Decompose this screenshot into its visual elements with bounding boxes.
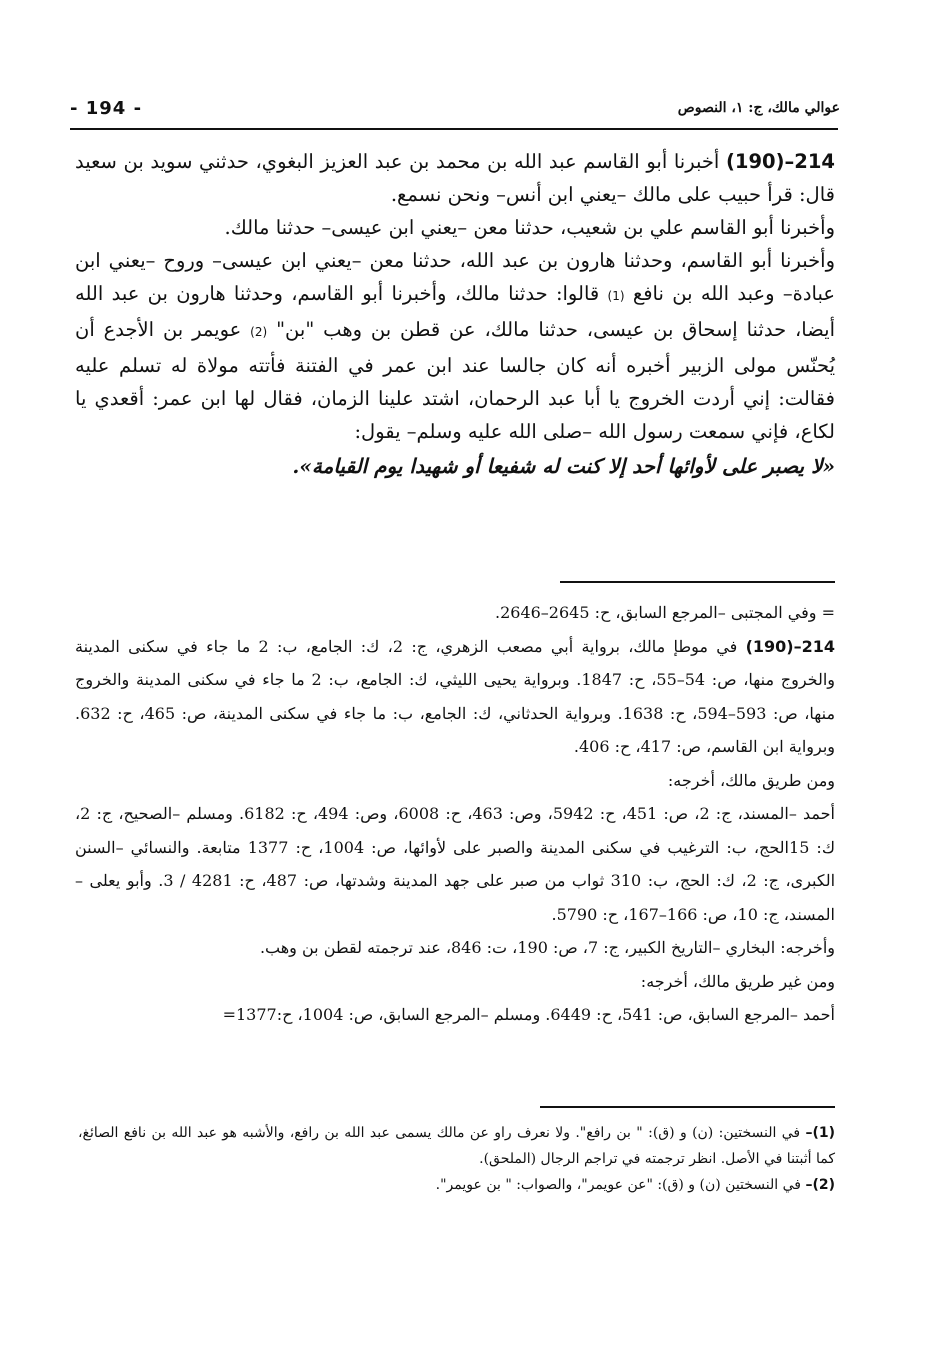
footnote-1-mark: (1)– <box>805 1125 835 1141</box>
footnote-ref-1[interactable]: (1) <box>607 289 625 303</box>
footnote-2-mark: (2)– <box>805 1177 835 1193</box>
notes-continuation: = وفي المجتبى –المرجع السابق، ح: 2645–2646. <box>494 603 835 622</box>
notes-hadith-number: 214–(190) <box>745 636 836 656</box>
footnote-1 <box>78 1120 835 1172</box>
main-paragraph-1-text: أخبرنا أبو القاسم عبد الله بن محمد بن عبد العزيز البغوي، حدثني سويد بن سعيد قال: قرأ حبيب على مالك –يعني ابن أنس– ونحن نسمع. <box>75 150 835 206</box>
footnotes <box>78 1120 835 1198</box>
footnote-2-text: في النسختين (ن) و (ق): "عن عويمر"، والصواب: " بن عويمر". <box>435 1177 801 1193</box>
main-text <box>75 145 835 483</box>
notes-paragraph-5: ومن غير طريق مالك، أخرجه: <box>640 971 835 991</box>
hadith-number: 214–(190) <box>725 150 836 173</box>
book-title: عوالي مالك، ج: ١، النصوص <box>677 100 840 116</box>
notes-paragraph-6: أحمد –المرجع السابق، ص: 541، ح: 6449. ومسلم –المرجع السابق، ص: 1004، ح:1377= <box>222 1005 835 1024</box>
notes-paragraph-3: أحمد –المسند، ج: 2، ص: 451، ح: 5942، وص: 463، ح: 6008، وص: 494، ح: 6182. ومسلم –الصحيح، ج: 2، ك: 15الحج، ب: الترغيب في سكنى المدينة والصبر على لأوائها، ص: 1004، ح: 1377 متابعة. والنسائي –السنن الكبرى، ج: 2، ك: الحج، ب: 310 ثواب من صبر على جهد المدينة وشدتها، ص: 487، ح: 4281 / 3. وأبو يعلى –المسند، ج: 10، ص: 166–167، ح: 5790. <box>75 804 836 924</box>
notes-paragraph-1 <box>75 630 835 764</box>
main-paragraph-3-text: وأخبرنا أبو القاسم، وحدثنا هارون بن عبد الله، حدثنا معن –يعني ابن عيسى– وروح –يعني ابن عبادة– وعبد الله بن نافع <box>75 249 835 305</box>
header-rule <box>70 128 838 130</box>
footnote-separator <box>540 1106 835 1108</box>
hadith-quote: «لا يصبر على لأوائها أحد إلا كنت له شفيعا أو شهيدا يوم القيامة». <box>292 454 835 478</box>
main-paragraph-2: وأخبرنا أبو القاسم علي بن شعيب، حدثنا معن –يعني ابن عيسى– حدثنا مالك. <box>224 216 835 239</box>
notes-paragraph-4: وأخرجه: البخاري –التاريخ الكبير، ج: 7، ص: 190، ت: 846، عند ترجمته لقطن بن وهب. <box>259 938 835 957</box>
notes-paragraph-2: ومن طريق مالك، أخرجه: <box>667 770 835 790</box>
main-paragraph-3-continuation: قالوا: حدثنا مالك، وأخبرنا أبو القاسم، وحدثنا هارون بن عبد الله أيضا، حدثنا إسحاق بن عيسى، حدثنا مالك، عن قطن بن وهب "بن" <box>75 282 835 341</box>
running-head <box>70 98 840 128</box>
notes-paragraph-1-text: في موطإ مالك، برواية أبي مصعب الزهري، ج: 2، ك: الجامع، ب: 2 ما جاء في سكنى المدينة والخروج منها، ص: 54–55، ح: 1847. وبرواية يحيى الليثي، ك: الجامع، ب: 2 ما جاء في سكنى المدينة والخروج منها، ص: 593–594، ح: 1638. وبرواية الحدثاني، ك: الجامع، ب: ما جاء في سكنى المدينة، ص: 465، ح: 632. وبرواية ابن القاسم، ص: 417، ح: 406. <box>75 636 836 756</box>
footnote-2 <box>78 1172 835 1198</box>
takhrij-notes <box>75 596 835 1032</box>
notes-separator <box>560 581 835 583</box>
page-number: - 194 - <box>70 98 143 119</box>
footnote-ref-2[interactable]: (2) <box>250 325 268 339</box>
main-paragraph-3 <box>75 244 835 448</box>
main-paragraph-3-end: عويمر بن الأجدع أن يُحنّس مولى الزبير أخبره أنه كان جالسا عند ابن عمر في الفتنة فأتته مولاة له تسلم عليه فقالت: إني أردت الخروج يا أبا عبد الرحمان، اشتد علينا الزمان، فقال لها ابن عمر: أقعدي يا لكاع، فإني سمعت رسول الله –صلى الله عليه وسلم– يقول: <box>75 318 835 443</box>
main-paragraph-1 <box>75 145 835 211</box>
footnote-1-text: في النسختين: (ن) و (ق): " بن رافع". ولا نعرف راو عن مالك يسمى عبد الله بن رافع، والأشبه هو عبد الله بن نافع الصائغ، كما أثبتنا في الأصل. انظر ترجمته في تراجم الرجال (الملحق). <box>78 1125 835 1167</box>
